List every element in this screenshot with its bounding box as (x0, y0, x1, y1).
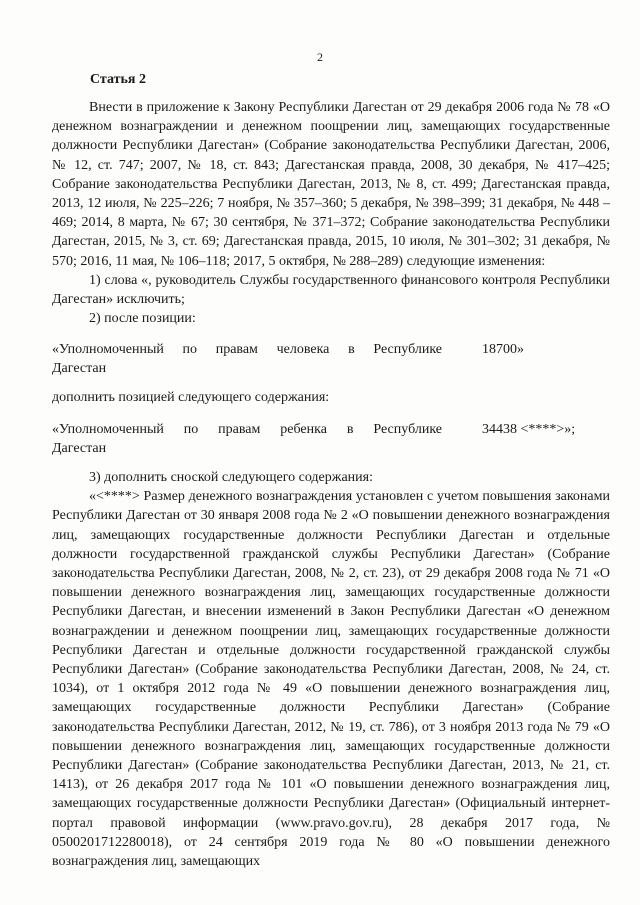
position-name-line2: Дагестан (52, 441, 107, 456)
footnote-paragraph: «<****> Размер денежного вознаграждения установлен с учетом повышения законами Республики Дагестан от 30 января 2008 года № 2 «О повышении денежного вознаграждения лиц, замещающих государственные должности Республики Дагестан и отдельные должности государственной гражданской службы Республики Дагестан» (Собрание законодательства Республики Дагестан, 2008, № 2, ст. 23), от 29 декабря 2008 года № 71 «О повышении денежного вознаграждения лиц, замещающих государственные должности Республики Дагестан, и внесении изменений в Закон Республики Дагестан «О денежном вознаграждении и денежном поощрении лиц, замещающих государственные должности Республики Дагестан и отдельные должности государственной гражданской службы Республики Дагестан» (Собрание законодательства Республики Дагестан, 2008, № 24, ст. 1034), от 1 октября 2012 года № 49 «О повышении денежного вознаграждения лиц, замещающих государственные должности Республики Дагестан» (Собрание законодательства Республики Дагестан, 2012, № 19, ст. 786), от 3 ноября 2013 года № 79 «О повышении денежного вознаграждения лиц, замещающих государственные должности Республики Дагестан» (Собрание законодательства Республики Дагестан, 2013, № 21, ст. 1413), от 26 декабря 2017 года № 101 «О повышении денежного вознаграждения лиц, замещающих государственные должности Республики Дагестан» (Официальный интернет-портал правовой информации (www.pravo.gov.ru), 28 декабря 2017 года, № 0500201712280018), от 24 сентября 2019 года № 80 «О повышении денежного вознаграждения лиц, замещающих (52, 489, 610, 870)
article-heading: Статья 2 (90, 72, 146, 87)
footnote-section (52, 468, 610, 871)
add-position-section (52, 388, 610, 407)
position-amount: 34438 <****>»; (482, 422, 576, 437)
intro-paragraph: Внести в приложение к Закону Республики Дагестан от 29 декабря 2006 года № 78 «О денежном вознаграждении и денежном поощрении лиц, замещающих государственные должности Республики Дагестан» (Собрание законодательства Республики Дагестан, 2006, № 12, ст. 747; 2007, № 18, ст. 843; Дагестанская правда, 2008, 30 декабря, № 417–425; Собрание законодательства Республики Дагестан, 2013, № 8, ст. 499; Дагестанская правда, 2013, 12 июля, № 225–226; 7 ноября, № 357–360; 5 декабря, № 398–399; 31 декабря, № 448 – 469; 2014, 8 марта, № 67; 30 сентября, № 371–372; Собрание законодательства Республики Дагестан, 2015, № 3, ст. 69; Дагестанская правда, 2015, 10 июля, № 301–302; 31 декабря, № 570; 2016, 11 мая, № 106–118; 2017, 5 октября, № 288–289) следующие изменения: (52, 100, 610, 269)
page-number: 2 (317, 50, 323, 64)
position-name-line2: Дагестан (52, 361, 107, 376)
position-entry-human-rights (52, 340, 610, 378)
position-name-line1: «Уполномоченный по правам ребенка в Республике (52, 422, 442, 437)
amendment-item-3: 3) дополнить сноской следующего содержания: (89, 470, 373, 485)
intro-section (52, 98, 610, 328)
add-position-text: дополнить позицией следующего содержания: (52, 390, 330, 405)
amendment-item-1: 1) слова «, руководитель Службы государственного финансового контроля Республики Дагестан» исключить; (52, 272, 610, 308)
position-name-line1: «Уполномоченный по правам человека в Республике (52, 342, 442, 357)
position-amount: 18700» (482, 342, 524, 357)
position-entry-child-rights (52, 420, 610, 458)
amendment-item-2: 2) после позиции: (89, 311, 196, 327)
